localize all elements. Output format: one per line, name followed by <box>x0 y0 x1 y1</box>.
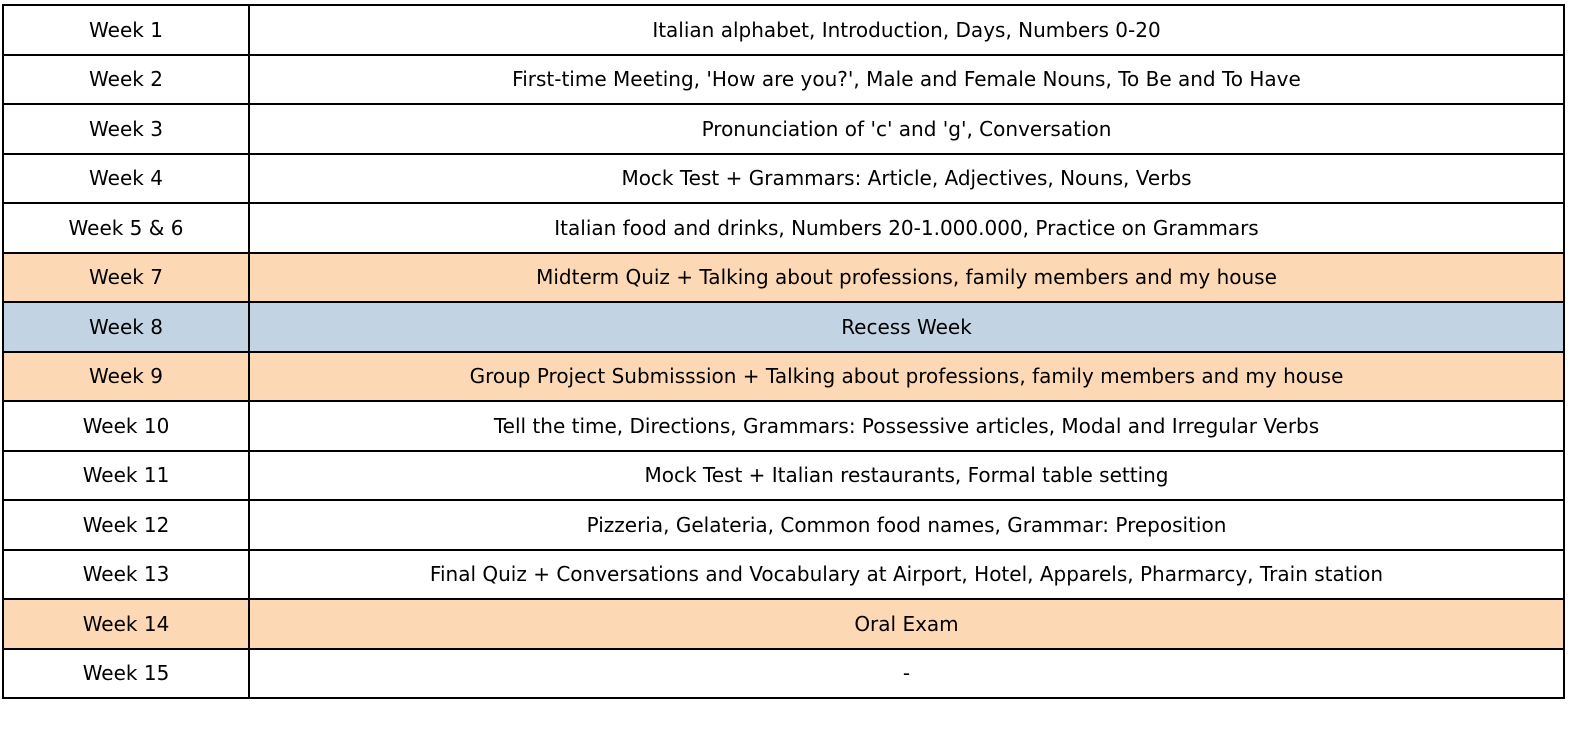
table-row <box>3 55 1564 105</box>
topic-cell: First-time Meeting, 'How are you?', Male and Female Nouns, To Be and To Have <box>249 55 1564 105</box>
topic-cell: Mock Test + Italian restaurants, Formal table setting <box>249 451 1564 501</box>
topic-cell: Group Project Submisssion + Talking about professions, family members and my house <box>249 352 1564 402</box>
table-row <box>3 104 1564 154</box>
topic-cell: Pronunciation of 'c' and 'g', Conversation <box>249 104 1564 154</box>
week-cell: Week 9 <box>3 352 249 402</box>
week-cell: Week 14 <box>3 599 249 649</box>
table-row <box>3 401 1564 451</box>
topic-cell: Oral Exam <box>249 599 1564 649</box>
table-row <box>3 302 1564 352</box>
topic-cell: Mock Test + Grammars: Article, Adjectives, Nouns, Verbs <box>249 154 1564 204</box>
table-row <box>3 451 1564 501</box>
week-cell: Week 12 <box>3 500 249 550</box>
table-row <box>3 154 1564 204</box>
table-row <box>3 599 1564 649</box>
topic-cell: Italian food and drinks, Numbers 20-1.000.000, Practice on Grammars <box>249 203 1564 253</box>
week-cell: Week 1 <box>3 5 249 55</box>
topic-cell: Midterm Quiz + Talking about professions, family members and my house <box>249 253 1564 303</box>
topic-cell: Final Quiz + Conversations and Vocabulary at Airport, Hotel, Apparels, Pharmarcy, Train station <box>249 550 1564 600</box>
week-cell: Week 10 <box>3 401 249 451</box>
table-row <box>3 500 1564 550</box>
table-row <box>3 203 1564 253</box>
week-cell: Week 8 <box>3 302 249 352</box>
table-row <box>3 5 1564 55</box>
week-cell: Week 15 <box>3 649 249 699</box>
schedule-body <box>3 5 1564 698</box>
table-row <box>3 253 1564 303</box>
table-row <box>3 550 1564 600</box>
table-row <box>3 649 1564 699</box>
course-schedule-table <box>2 4 1565 699</box>
topic-cell: Italian alphabet, Introduction, Days, Numbers 0-20 <box>249 5 1564 55</box>
week-cell: Week 7 <box>3 253 249 303</box>
week-cell: Week 5 & 6 <box>3 203 249 253</box>
topic-cell: Tell the time, Directions, Grammars: Possessive articles, Modal and Irregular Verbs <box>249 401 1564 451</box>
week-cell: Week 13 <box>3 550 249 600</box>
topic-cell: Recess Week <box>249 302 1564 352</box>
topic-cell: - <box>249 649 1564 699</box>
week-cell: Week 2 <box>3 55 249 105</box>
week-cell: Week 4 <box>3 154 249 204</box>
week-cell: Week 11 <box>3 451 249 501</box>
table-row <box>3 352 1564 402</box>
week-cell: Week 3 <box>3 104 249 154</box>
topic-cell: Pizzeria, Gelateria, Common food names, Grammar: Preposition <box>249 500 1564 550</box>
